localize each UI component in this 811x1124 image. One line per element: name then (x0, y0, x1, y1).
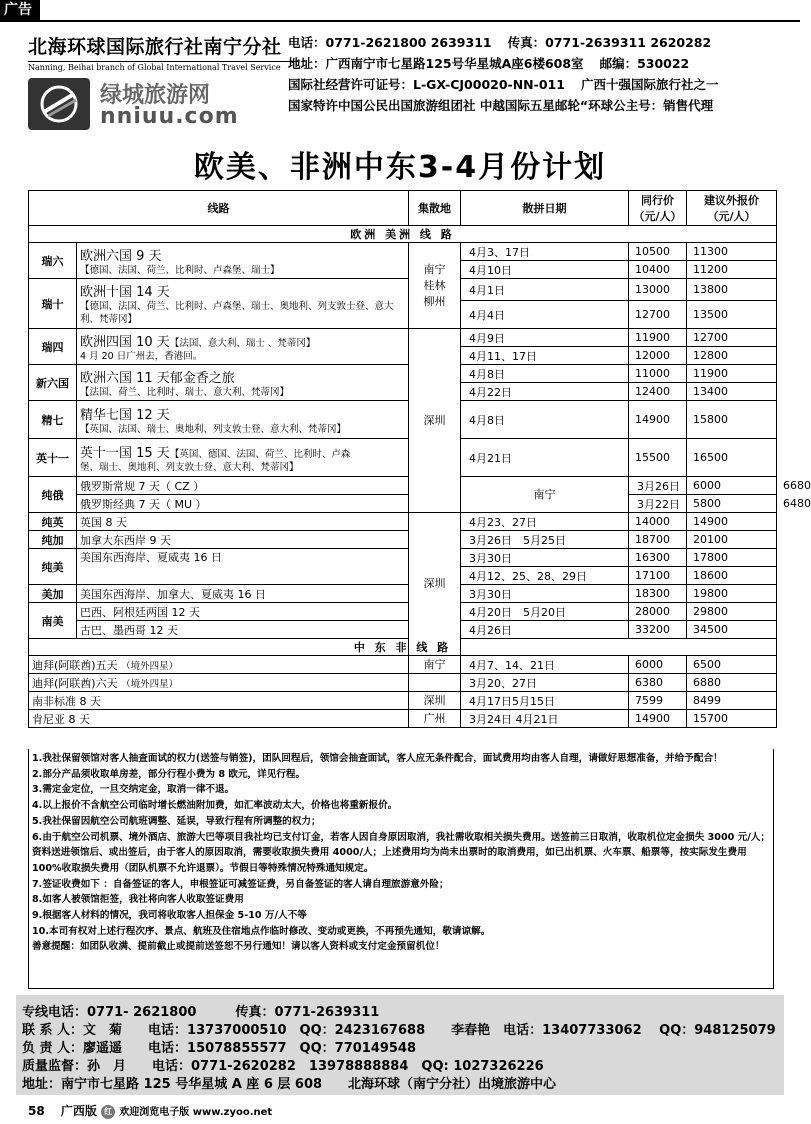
note-item: 4.以上报价不含航空公司临时增长燃油附加费，如汇率波动太大，价格也将重新报价。 (32, 800, 398, 812)
place-cell: 南宁 (409, 656, 461, 674)
edition: 广西版 (60, 1104, 97, 1118)
ad-tag-bar (0, 0, 800, 22)
table-row: 南非标准 8 天 深圳 4月17日5月15日 7599 8499 (29, 692, 777, 710)
table-row: 迪拜(阿联酋)六天 （境外四星） 3月20、27日 6380 6880 (29, 674, 777, 692)
table-row: 南美 巴西、阿根廷两国 12 天 4月20日 5月20日 28000 29800 (29, 603, 777, 621)
terms-notes (28, 749, 774, 989)
col-retail-price: 建议外报价 （元/人） (687, 191, 777, 226)
table-row: 精七 精华七国 12 天 【英国、法国、瑞士、奥地利、列支敦士登、意大利、梵蒂冈】 4月8日 14900 15800 (29, 401, 777, 439)
postcode-text: 邮编：530022 (599, 56, 690, 71)
col-peer-price: 同行价 （元/人） (629, 191, 687, 226)
table-row: 瑞四 欧洲四国 10 天【法国、意大利、瑞士 、梵蒂冈】 4 月 20 日广州去，香港回。 深圳 4月9日 11900 12700 (29, 329, 777, 347)
table-row: 纯美 美国东西海岸、夏威夷 16 日 3月30日 16300 17800 (29, 549, 777, 567)
table-row: 4月22日 12400 13400 (29, 383, 777, 401)
note-item: 10.本司有权对上述行程次序、景点、航班及住宿地点作临时修改、变动或更换，不再预先通知，敬请谅解。 (32, 925, 491, 937)
col-dates: 散拼日期 (461, 191, 629, 226)
manager: 负 责 人：廖遥遥 电话：15078855577 QQ：770149548 (22, 1041, 417, 1056)
license-text: 国际社经营许可证号：L-GX-CJ00020-NN-011 (288, 77, 565, 92)
section-europe-row: 欧洲 美洲 线 路 (29, 226, 777, 243)
agency-name-cn: 北海环球国际旅行社南宁分社 (28, 36, 282, 58)
agency-logo-icon (28, 78, 90, 130)
plan-title: 欧美、非洲中东3-4月份计划 (193, 150, 607, 185)
hotline-fax: 传真：0771-2639311 (235, 1005, 380, 1020)
designation-text: 国家特许中国公民出国旅游组团社 中越国际五星邮轮“环球公主号：销售代理 (288, 98, 714, 113)
contact-2: 李春艳 电话：13407733062 QQ：948125079 (451, 1023, 776, 1038)
table-row: 古巴、墨西哥 12 天 4月26日 33200 34500 (29, 621, 777, 639)
rank-text: 广西十强国际旅行社之一 (580, 77, 719, 92)
ad-label: 广告 (0, 0, 40, 20)
table-row: 4月4日 12700 13500 (29, 301, 777, 329)
table-row: 新六国 欧洲六国 11 天郁金香之旅 【法国、荷兰、比利时、瑞士、意大利、梵蒂冈】 4月8日 11000 11900 (29, 365, 777, 383)
route-table (28, 190, 811, 728)
note-item: 5.我社保留因航空公司航班调整、延误，导致行程有所调整的权力； (32, 815, 321, 827)
brand-block (28, 32, 298, 72)
table-row: 纯英 英国 8 天 深圳 4月23、27日 14000 14900 (29, 513, 777, 531)
welcome-link[interactable]: 欢迎浏览电子版 www.zyoo.net (119, 1107, 273, 1118)
place-cell: 广州 (409, 710, 461, 728)
place-cell: 南宁 桂林 柳州 (409, 243, 461, 329)
note-item: 7.签证收费如下 ：自备签证的客人，申根签证可减签证费，另自备签证的客人请自理旅游意外险； (32, 878, 449, 890)
table-row: 4月11、17日 12000 12800 (29, 347, 777, 365)
table-row: 瑞六 欧洲六国 9 天 【德国、法国、荷兰、比利时、卢森堡、瑞士】 南宁 桂林 柳州 4月3、17日 10500 11300 (29, 243, 777, 261)
table-row: 英十一 英十一国 15 天【英国、德国、法国、荷兰、比利时、卢森 堡、瑞士、奥地利、列支敦士登、意大利、梵蒂冈】 4月21日 15500 16500 (29, 439, 777, 477)
note-item: 3.需定金定位，一旦交纳定金，取消一律不退。 (32, 784, 235, 796)
table-row: 美加 美国东西海岸、加拿大、夏威夷 16 日 3月30日 18300 19800 (29, 585, 777, 603)
page-footer (28, 1102, 272, 1119)
site-domain[interactable]: nniuu.com (100, 104, 239, 129)
table-row: 瑞十 欧洲十国 14 天 【德国、法国、荷兰、比利时、卢森堡、瑞士、奥地利、列支敦士登、意大利、梵蒂冈】 4月1日 13000 13800 (29, 279, 777, 301)
table-row: 纯俄 俄罗斯常规 7 天（ CZ ） 南宁 3月26日 6000 6680 (29, 477, 777, 495)
agency-header (20, 26, 790, 132)
phone-text: 电话：0771-2621800 2639311 (288, 35, 492, 50)
site-name: 绿城旅游网 (100, 83, 211, 108)
note-item: 6.由于航空公司机票、境外酒店、旅游大巴等项目我社均已支付订金，若客人因自身原因取消，我社需收取相关损失费用。送签前三日取消，收取机位定金损失 3000 元/人；资料送进领馆后、或出签后，由于客人的原因取消，需要收取损失费用 4000/人；上述费用均为尚未出票时的取消费用，如已出机票、火车票、船票等，按实际发生费用 100%收取损失费用（团队机票不允许退票）。节假日等特殊情况特殊通知规定。 (32, 831, 770, 874)
note-item: 善意提醒：如团队收满、提前截止或提前送签恕不另行通知！请以客人资料或支付定金预留机位！ (32, 941, 445, 953)
contact-info (288, 32, 798, 116)
table-row: 4月10日 10400 11200 (29, 261, 777, 279)
place-cell: 深圳 (409, 513, 461, 656)
agency-name-en: Nanning, Beihai branch of Global International Travel Service (28, 61, 298, 72)
page-number: 58 (28, 1104, 45, 1118)
fax-text: 传真：0771-2639311 2620282 (507, 35, 712, 50)
quality-supervision: 质量监督：孙 月 电话：0771-2620282 13978888884 QQ: 1027326226 (22, 1059, 544, 1074)
place-cell: 深圳 (409, 692, 461, 710)
table-row: 肯尼亚 8 天 广州 3月24日 4月21日 14900 15700 (29, 710, 777, 728)
footer-address: 地址：南宁市七星路 125 号华星城 A 座 6 层 608 北海环球（南宁分社）出境旅游中心 (22, 1077, 557, 1092)
address-text: 地址：广西南宁市七星路125号华星城A座6楼608室 (288, 56, 584, 71)
table-row: 俄罗斯经典 7 天（ MU ） 3月22日 5800 6480 (29, 495, 777, 513)
col-place: 集散地 (409, 191, 461, 226)
section-mideast-row: 中 东 非 线 路 (29, 639, 777, 656)
contact-1: 联 系 人：文 菊 电话：13737000510 QQ：2423167688 (22, 1023, 426, 1038)
col-route: 线路 (29, 191, 409, 226)
note-item: 1.我社保留领馆对客人抽查面试的权力(送签与销签)，团队回程后，领馆会抽查面试，客人应无条件配合，面试费用均由客人自理，请做好思想准备，并给予配合！ (32, 753, 723, 764)
footer-contact-box (16, 995, 784, 1095)
hotline: 专线电话：0771- 2621800 (22, 1005, 197, 1020)
table-row: 4月12、25、28、29日 17100 18600 (29, 567, 777, 585)
table-row: 迪拜(阿联酋)五天 （境外四星） 南宁 4月7、14、21日 6000 6500 (29, 656, 777, 674)
note-item: 9.根据客人材料的情况，我司将收取客人担保金 5-10 万/人不等 (32, 910, 307, 922)
table-row: 纯加 加拿大东西岸 9 天 3月26日 5月25日 18700 20100 (29, 531, 777, 549)
table-header-row (29, 191, 777, 226)
note-item: 8.如客人被领馆拒签，我社将向客人收取签证费用 (32, 894, 244, 906)
place-cell: 南宁 (461, 477, 629, 513)
place-cell: 深圳 (409, 329, 461, 513)
edition-icon: 红 (101, 1105, 115, 1119)
note-item: 2.部分产品须收取单房差，部分行程小费为 8 欧元，详见行程。 (32, 768, 306, 780)
